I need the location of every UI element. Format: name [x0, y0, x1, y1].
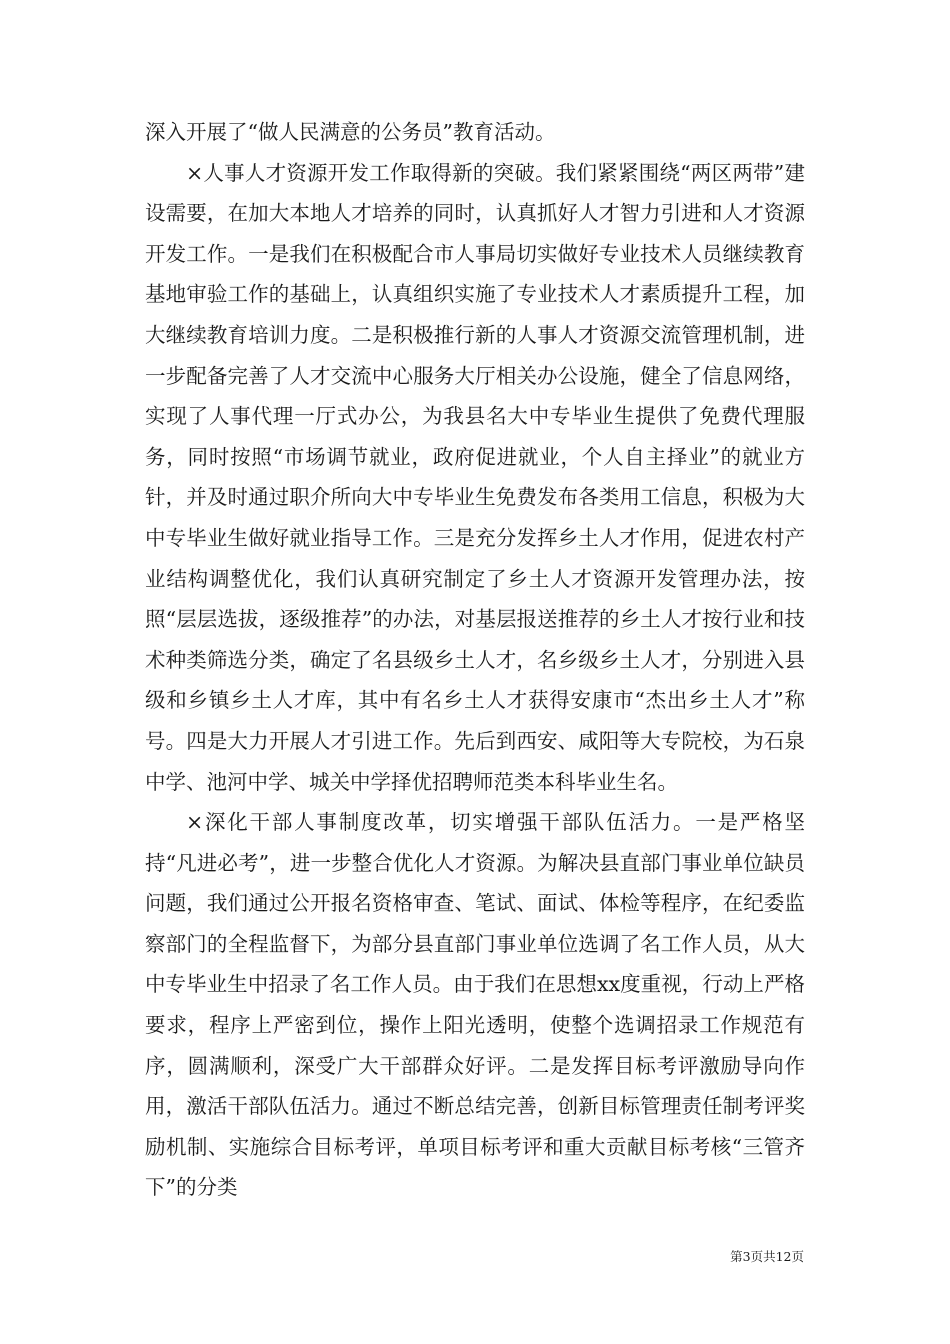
paragraph-cadre-reform: ×深化干部人事制度改革，切实增强干部队伍活力。一是严格坚持“凡进必考”，进一步整合优化人才资源。为解决县直部门事业单位缺员问题，我们通过公开报名资格审查、笔试、面试、体检等程序，在纪委监察部门的全程监督下，为部分县直部门事业单位选调了名工作人员，从大中专毕业生中招录了名工作人员。由于我们在思想xx度重视，行动上严格要求，程序上严密到位，操作上阳光透明，使整个选调招录工作规范有序，圆满顺利，深受广大干部群众好评。二是发挥目标考评激励导向作用，激活干部队伍活力。通过不断总结完善，创新目标管理责任制考评奖励机制、实施综合目标考评，单项目标考评和重大贡献目标考核“三管齐下”的分类 [145, 810, 805, 1200]
document-body [145, 112, 805, 1208]
page-number-footer: 第3页共12页 [730, 1249, 804, 1264]
paragraph-continuation: 深入开展了“做人民满意的公务员”教育活动。 [145, 120, 556, 144]
paragraph-talent-development: ×人事人才资源开发工作取得新的突破。我们紧紧围绕“两区两带”建设需要，在加大本地人才培养的同时，认真抓好人才智力引进和人才资源开发工作。一是我们在积极配合市人事局切实做好专业技术人员继续教育基地审验工作的基础上，认真组织实施了专业技术人才素质提升工程，加大继续教育培训力度。二是积极推行新的人事人才资源交流管理机制，进一步配备完善了人才交流中心服务大厅相关办公设施，健全了信息网络，实现了人事代理一厅式办公，为我县名大中专毕业生提供了免费代理服务，同时按照“市场调节就业，政府促进就业，个人自主择业”的就业方针，并及时通过职介所向大中专毕业生免费发布各类用工信息，积极为大中专毕业生做好就业指导工作。三是充分发挥乡土人才作用，促进农村产业结构调整优化，我们认真研究制定了乡土人才资源开发管理办法，按照“层层选拔，逐级推荐”的办法，对基层报送推荐的乡土人才按行业和技术种类筛选分类，确定了名县级乡土人才，名乡级乡土人才，分别进入县级和乡镇乡土人才库，其中有名乡土人才获得安康市“杰出乡土人才”称号。四是大力开展人才引进工作。先后到西安、咸阳等大专院校，为石泉中学、池河中学、城关中学择优招聘师范类本科毕业生名。 [145, 160, 805, 794]
